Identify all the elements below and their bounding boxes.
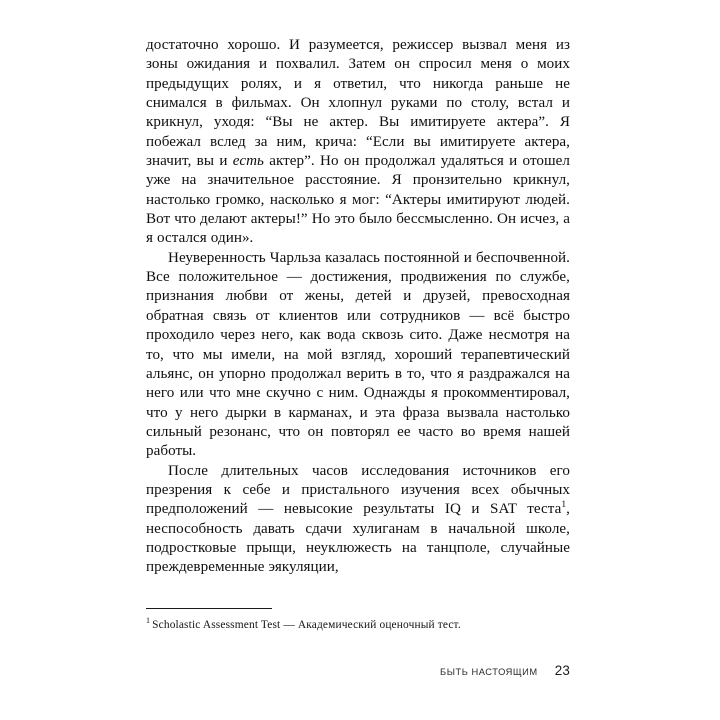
running-title: БЫТЬ НАСТОЯЩИМ [440,667,538,677]
footnote-reference: 1 [561,500,567,511]
paragraph: После длительных часов исследования источников его презрения к себе и пристального изучения всех обычных предположений — невысокие результаты IQ и SAT теста$^1$, неспособность давать сдачи хулиганам в начальной школе, подростковые прыщи, неуклюжесть на танцполе, случайные преждевременные эякуляции, [146,462,570,576]
footnote-separator-rule [146,608,272,609]
footnote-text: Scholastic Assessment Test — Академический оценочный тест. [152,619,461,631]
running-footer [146,663,570,678]
paragraph: достаточно хорошо. И разумеется, режиссер вызвал меня из зоны ожидания и похвалил. Затем он спросил меня о моих предыдущих ролях, и я ответил, что никогда раньше не снимался в фильмах. Он хлопнул руками по столу, встал и крикнул, уходя: “Вы не актер. Вы имитируете актера”. Я побежал вслед за ним, крича: “Если вы имитируете актера, значит, вы и есть актер”. Но он продолжал удаляться и отошел уже на значительное расстояние. Я пронзительно крикнул, настолько громко, насколько я мог: “Актеры имитируют людей. Вот что делают актеры!” Но это было бессмысленно. Он исчез, а я остался один». [146,37,571,247]
footnote-entry [146,618,570,632]
body-text-column [146,36,570,578]
paragraph: Неуверенность Чарльза казалась постоянной и беспочвенной. Все положительное — достижения, продвижения по службе, признания любви от жены, детей и друзей, превосходная обратная связь от клиентов или сотрудников — всё быстро проходило через него, как вода сквозь сито. Даже несмотря на то, что мы имели, на мой взгляд, хороший терапевтический альянс, он упорно продолжал верить в то, что я раздражался на него или что мне скучно с ним. Однажды я прокомментировал, что у него дырки в карманах, и эта фраза вызвала настолько сильный резонанс, что он повторял ее часто во время нашей работы. [146,249,570,460]
page-number: 23 [554,663,570,678]
emphasis-text: есть [232,153,264,170]
footnote-section [146,608,570,632]
footnote-marker: 1 [146,616,151,626]
